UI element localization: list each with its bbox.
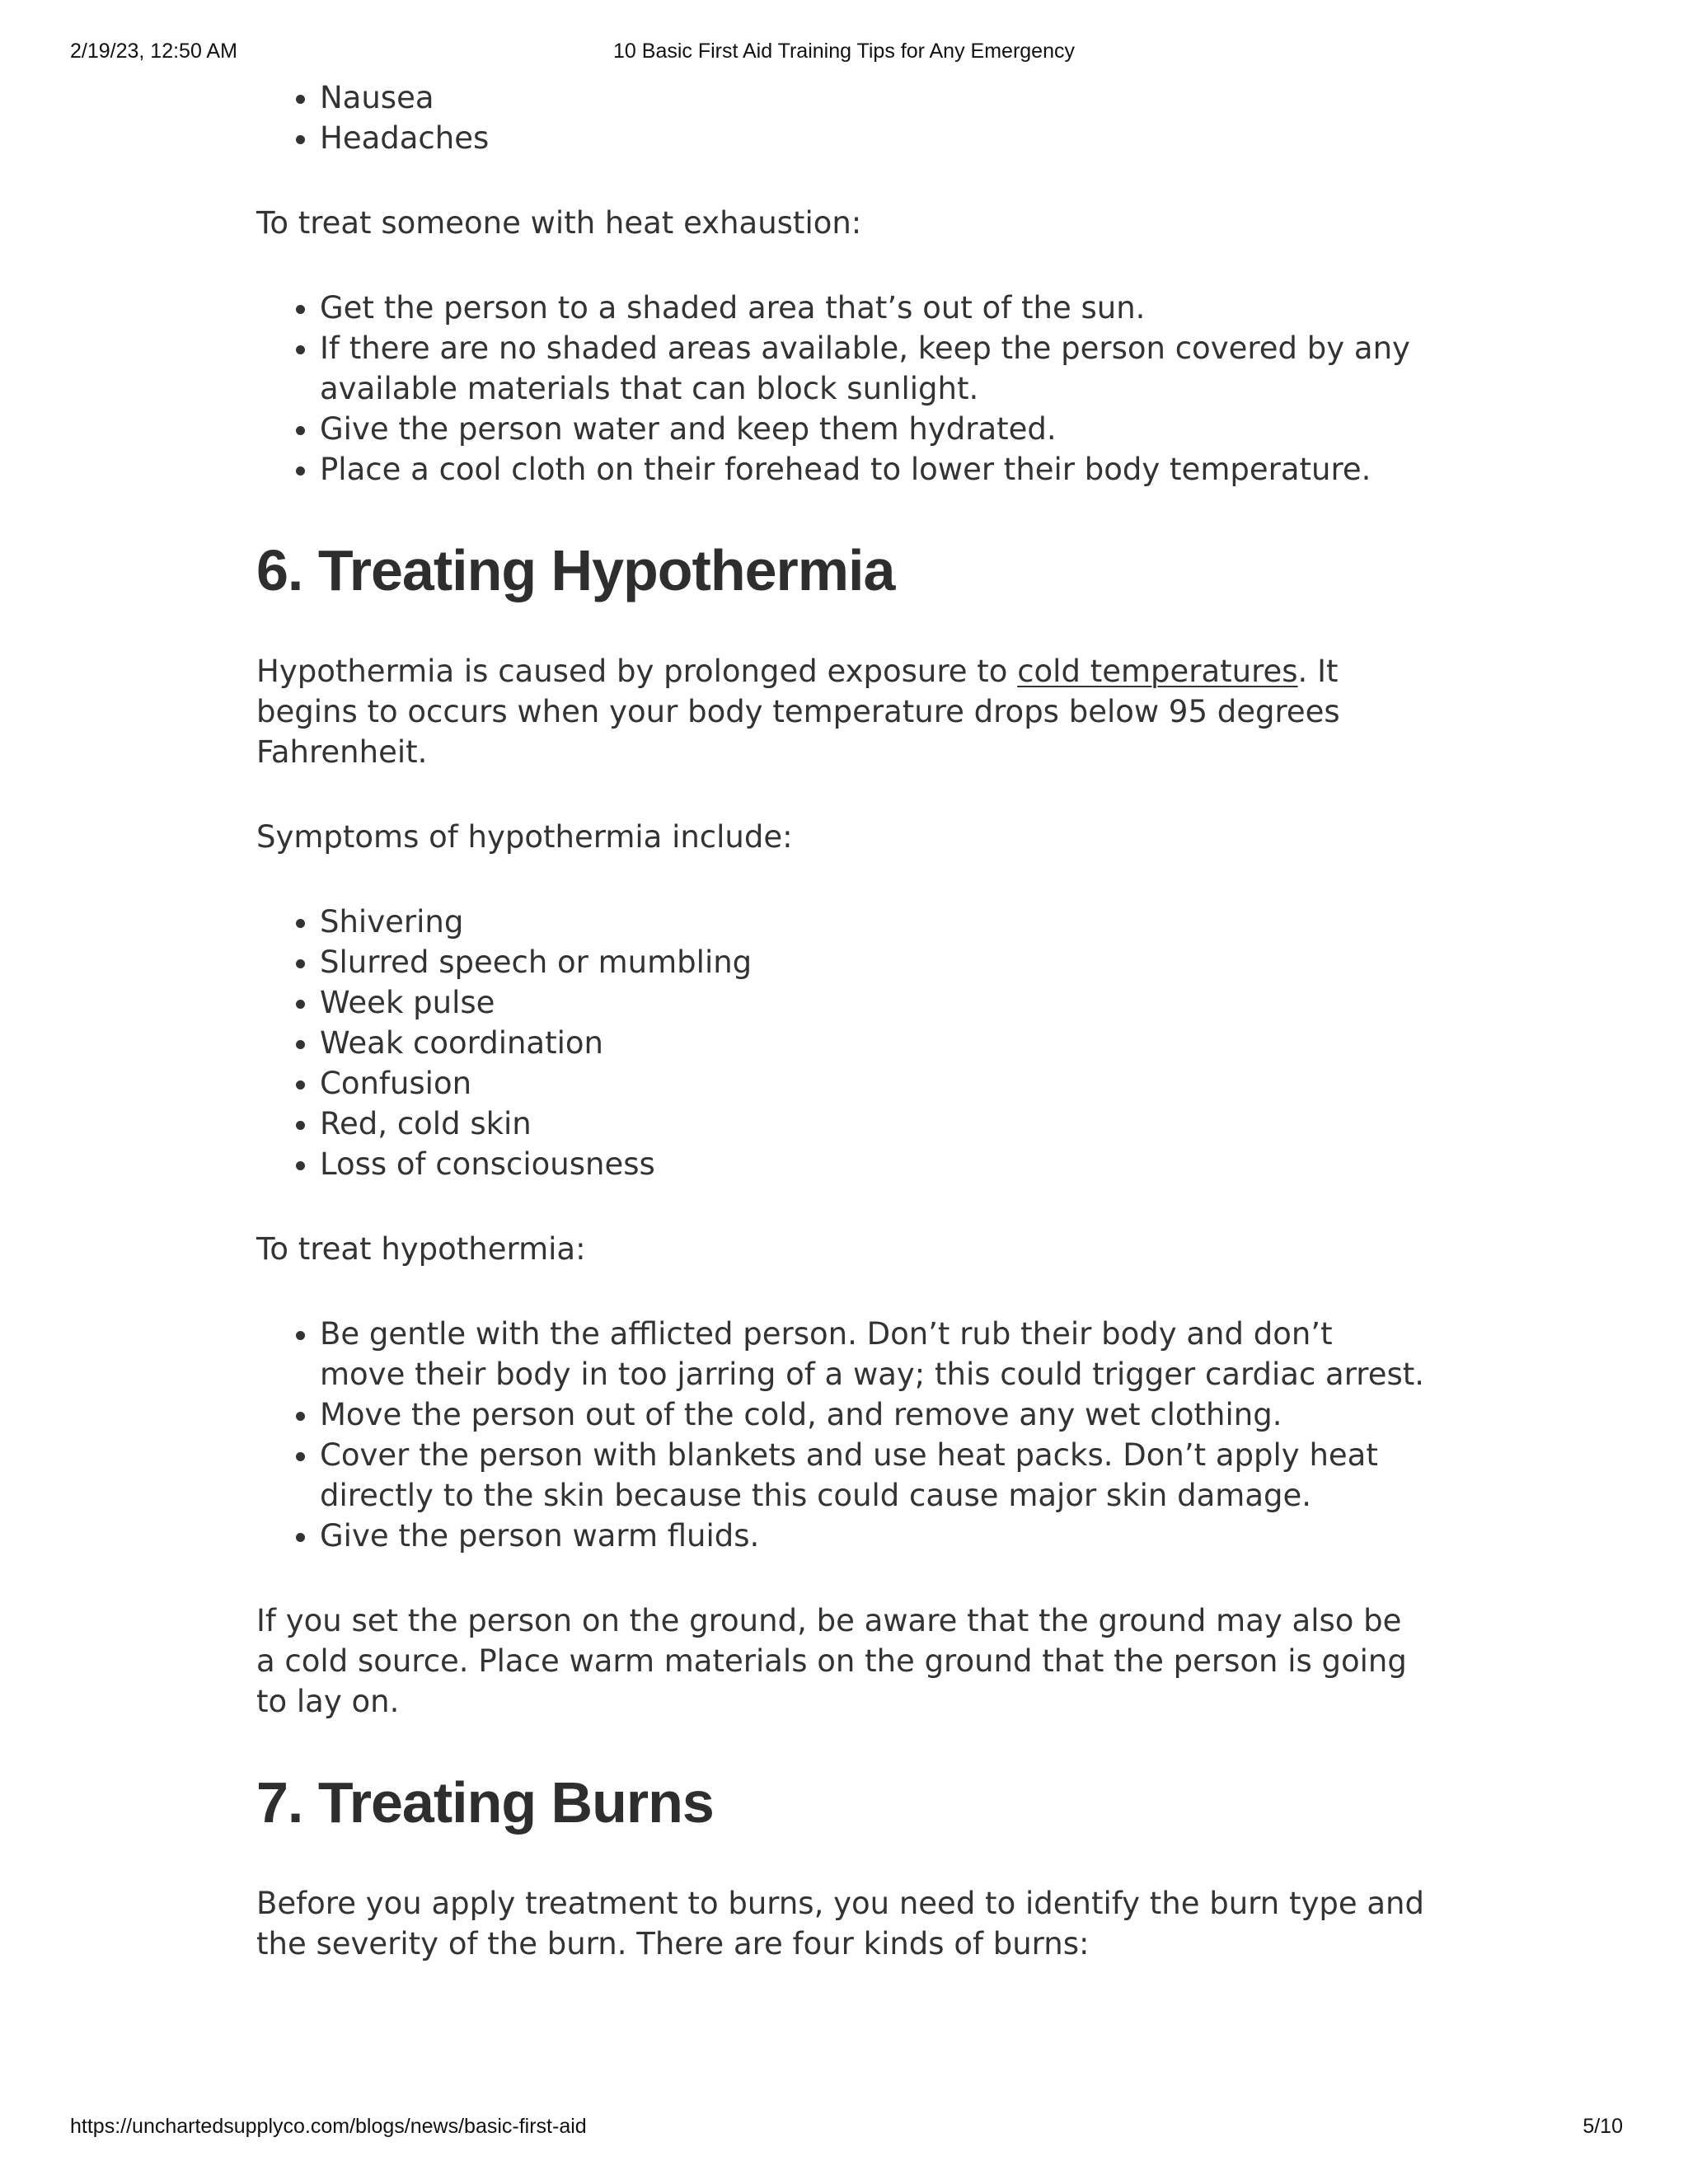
list-item: • Week pulse <box>320 982 1427 1023</box>
list-item: • Loss of consciousness <box>320 1144 1427 1184</box>
list-item: • Cover the person with blankets and use heat packs. Don’t apply heat directly to the skin because this could cause major skin damage. <box>320 1435 1427 1516</box>
print-page-number: 5/10 <box>1582 2115 1623 2138</box>
burns-intro: Before you apply treatment to burns, you need to identify the burn type and the severity of the burn. There are four kinds of burns: <box>256 1886 1424 1961</box>
print-header <box>0 40 1688 66</box>
section-heading-burns: 7. Treating Burns <box>256 1770 714 1835</box>
print-footer <box>0 2115 1688 2141</box>
hypothermia-symptoms-list <box>256 902 1427 1184</box>
hypothermia-treat-list <box>256 1314 1427 1556</box>
list-item: • If there are no shaded areas available, keep the person covered by any available materials that can block sunlight. <box>320 328 1427 409</box>
list-item: • Be gentle with the afflicted person. Don’t rub their body and don’t move their body in too jarring of a way; this could trigger cardiac arrest. <box>320 1314 1427 1394</box>
list-item: • Give the person warm fluids. <box>320 1516 1427 1556</box>
list-item: • Give the person water and keep them hydrated. <box>320 409 1427 449</box>
hypothermia-treat-intro: To treat hypothermia: <box>256 1231 586 1267</box>
print-page-title: 10 Basic First Aid Training Tips for Any Emergency <box>613 40 1075 63</box>
heat-symptoms-list <box>256 77 1427 158</box>
list-item: • Get the person to a shaded area that’s out of the sun. <box>320 288 1427 328</box>
list-item: • Headaches <box>320 118 1427 158</box>
print-datetime: 2/19/23, 12:50 AM <box>70 40 237 63</box>
intro-text-start: Hypothermia is caused by prolonged exposure to <box>256 654 1018 689</box>
cold-temperatures-link[interactable]: cold temperatures <box>1017 654 1298 689</box>
heat-treat-list <box>256 288 1427 490</box>
list-item: • Move the person out of the cold, and remove any wet clothing. <box>320 1394 1427 1435</box>
hypothermia-ground-note: If you set the person on the ground, be aware that the ground may also be a cold source. Place warm materials on the ground that the person is going to lay on. <box>256 1603 1407 1719</box>
list-item: • Place a cool cloth on their forehead to lower their body temperature. <box>320 449 1427 490</box>
heat-treat-intro: To treat someone with heat exhaustion: <box>256 205 862 241</box>
list-item: • Red, cold skin <box>320 1104 1427 1144</box>
list-item: • Nausea <box>320 77 1427 118</box>
hypothermia-symptoms-intro: Symptoms of hypothermia include: <box>256 819 793 855</box>
intro-text-end: . It begins to occurs when your body temperature drops below 95 degrees Fahrenheit. <box>256 654 1340 770</box>
list-item: • Weak coordination <box>320 1023 1427 1063</box>
list-item: • Shivering <box>320 902 1427 942</box>
list-item: • Confusion <box>320 1063 1427 1104</box>
section-heading-hypothermia: 6. Treating Hypothermia <box>256 538 895 602</box>
article-content <box>256 77 1427 1964</box>
list-item: • Slurred speech or mumbling <box>320 942 1427 982</box>
print-url: https://unchartedsupplyco.com/blogs/news/basic-first-aid <box>70 2115 587 2138</box>
hypothermia-intro <box>256 651 1427 772</box>
